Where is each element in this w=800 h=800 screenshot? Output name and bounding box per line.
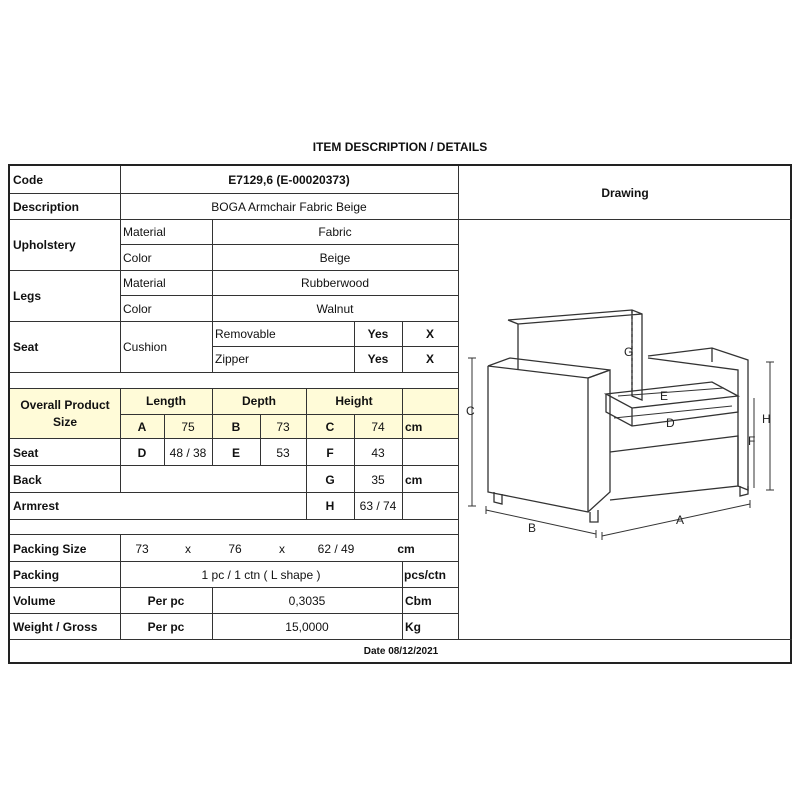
- dim-f-value: 43: [371, 446, 385, 460]
- seat-dims-label: Seat: [13, 446, 39, 460]
- overall-size-label-2: Size: [52, 415, 77, 429]
- zipper-label: Zipper: [215, 352, 250, 366]
- upholstery-color: Beige: [319, 251, 351, 265]
- drawing-label-h: H: [762, 412, 771, 426]
- overall-size-label-1: Overall Product: [20, 398, 110, 412]
- dim-b-label: B: [231, 420, 241, 434]
- dim-a-label: A: [137, 420, 147, 434]
- removable-mark: X: [425, 327, 434, 341]
- legs-label: Legs: [13, 289, 42, 303]
- packing-size-x2: x: [279, 542, 285, 556]
- height-header: Height: [335, 394, 373, 408]
- dim-c-label: C: [325, 420, 335, 434]
- packing-size-unit: cm: [397, 542, 415, 556]
- dim-d-value: 48 / 38: [169, 446, 207, 460]
- packing-size-length: 73: [135, 542, 149, 556]
- legs-color-label: Color: [123, 302, 152, 316]
- seat-label: Seat: [13, 340, 39, 354]
- dim-d-label: D: [137, 446, 147, 460]
- packing-unit: pcs/ctn: [404, 568, 447, 582]
- legs-color: Walnut: [316, 302, 354, 316]
- weight-per: Per pc: [147, 620, 185, 634]
- armchair-drawing: [462, 300, 792, 560]
- dim-h-label: H: [325, 499, 335, 513]
- upholstery-material: Fabric: [318, 225, 352, 239]
- packing-size-label: Packing Size: [13, 542, 87, 556]
- zipper-value: Yes: [367, 352, 389, 366]
- packing-size-x1: x: [185, 542, 191, 556]
- description-value: BOGA Armchair Fabric Beige: [211, 200, 367, 214]
- dim-f-label: F: [326, 446, 334, 460]
- dim-g-value: 35: [371, 473, 385, 487]
- removable-label: Removable: [215, 327, 276, 341]
- drawing-label-a: A: [676, 513, 685, 527]
- length-header: Length: [146, 394, 186, 408]
- volume-value: 0,3035: [288, 594, 326, 608]
- volume-unit: Cbm: [405, 594, 432, 608]
- upholstery-material-label: Material: [123, 225, 166, 239]
- overall-unit: cm: [405, 420, 423, 434]
- weight-unit: Kg: [405, 620, 421, 634]
- armrest-label: Armrest: [13, 499, 60, 513]
- packing-value: 1 pc / 1 ctn ( L shape ): [201, 568, 321, 582]
- legs-material: Rubberwood: [300, 276, 370, 290]
- dim-a-value: 75: [181, 420, 195, 434]
- page-title: ITEM DESCRIPTION / DETAILS: [312, 140, 488, 154]
- upholstery-color-label: Color: [123, 251, 152, 265]
- code-label: Code: [13, 173, 43, 187]
- back-label: Back: [13, 473, 42, 487]
- dim-g-label: G: [325, 473, 335, 487]
- zipper-mark: X: [425, 352, 434, 366]
- code-value: E7129,6 (E-00020373): [228, 173, 350, 187]
- volume-per: Per pc: [147, 594, 185, 608]
- packing-label: Packing: [13, 568, 60, 582]
- drawing-label-g: G: [624, 345, 634, 359]
- date-label: Date 08/12/2021: [363, 646, 439, 657]
- dims-unit: cm: [405, 473, 423, 487]
- volume-label: Volume: [13, 594, 56, 608]
- upholstery-label: Upholstery: [13, 238, 76, 252]
- dim-e-label: E: [231, 446, 240, 460]
- drawing-label-f: F: [748, 434, 756, 448]
- removable-value: Yes: [367, 327, 389, 341]
- depth-header: Depth: [242, 394, 276, 408]
- weight-value: 15,0000: [285, 620, 329, 634]
- dim-c-value: 74: [371, 420, 385, 434]
- description-label: Description: [13, 200, 80, 214]
- weight-label: Weight / Gross: [13, 620, 98, 634]
- dim-h-value: 63 / 74: [359, 499, 397, 513]
- seat-cushion-label: Cushion: [123, 340, 168, 354]
- drawing-label-d: D: [666, 416, 675, 430]
- packing-size-height: 62 / 49: [317, 542, 355, 556]
- dim-e-value: 53: [276, 446, 290, 460]
- legs-material-label: Material: [123, 276, 166, 290]
- dim-b-value: 73: [276, 420, 290, 434]
- drawing-label-c: C: [466, 404, 475, 418]
- drawing-heading: Drawing: [601, 186, 649, 200]
- drawing-label-e: E: [660, 389, 669, 403]
- drawing-label-b: B: [528, 521, 537, 535]
- packing-size-width: 76: [228, 542, 242, 556]
